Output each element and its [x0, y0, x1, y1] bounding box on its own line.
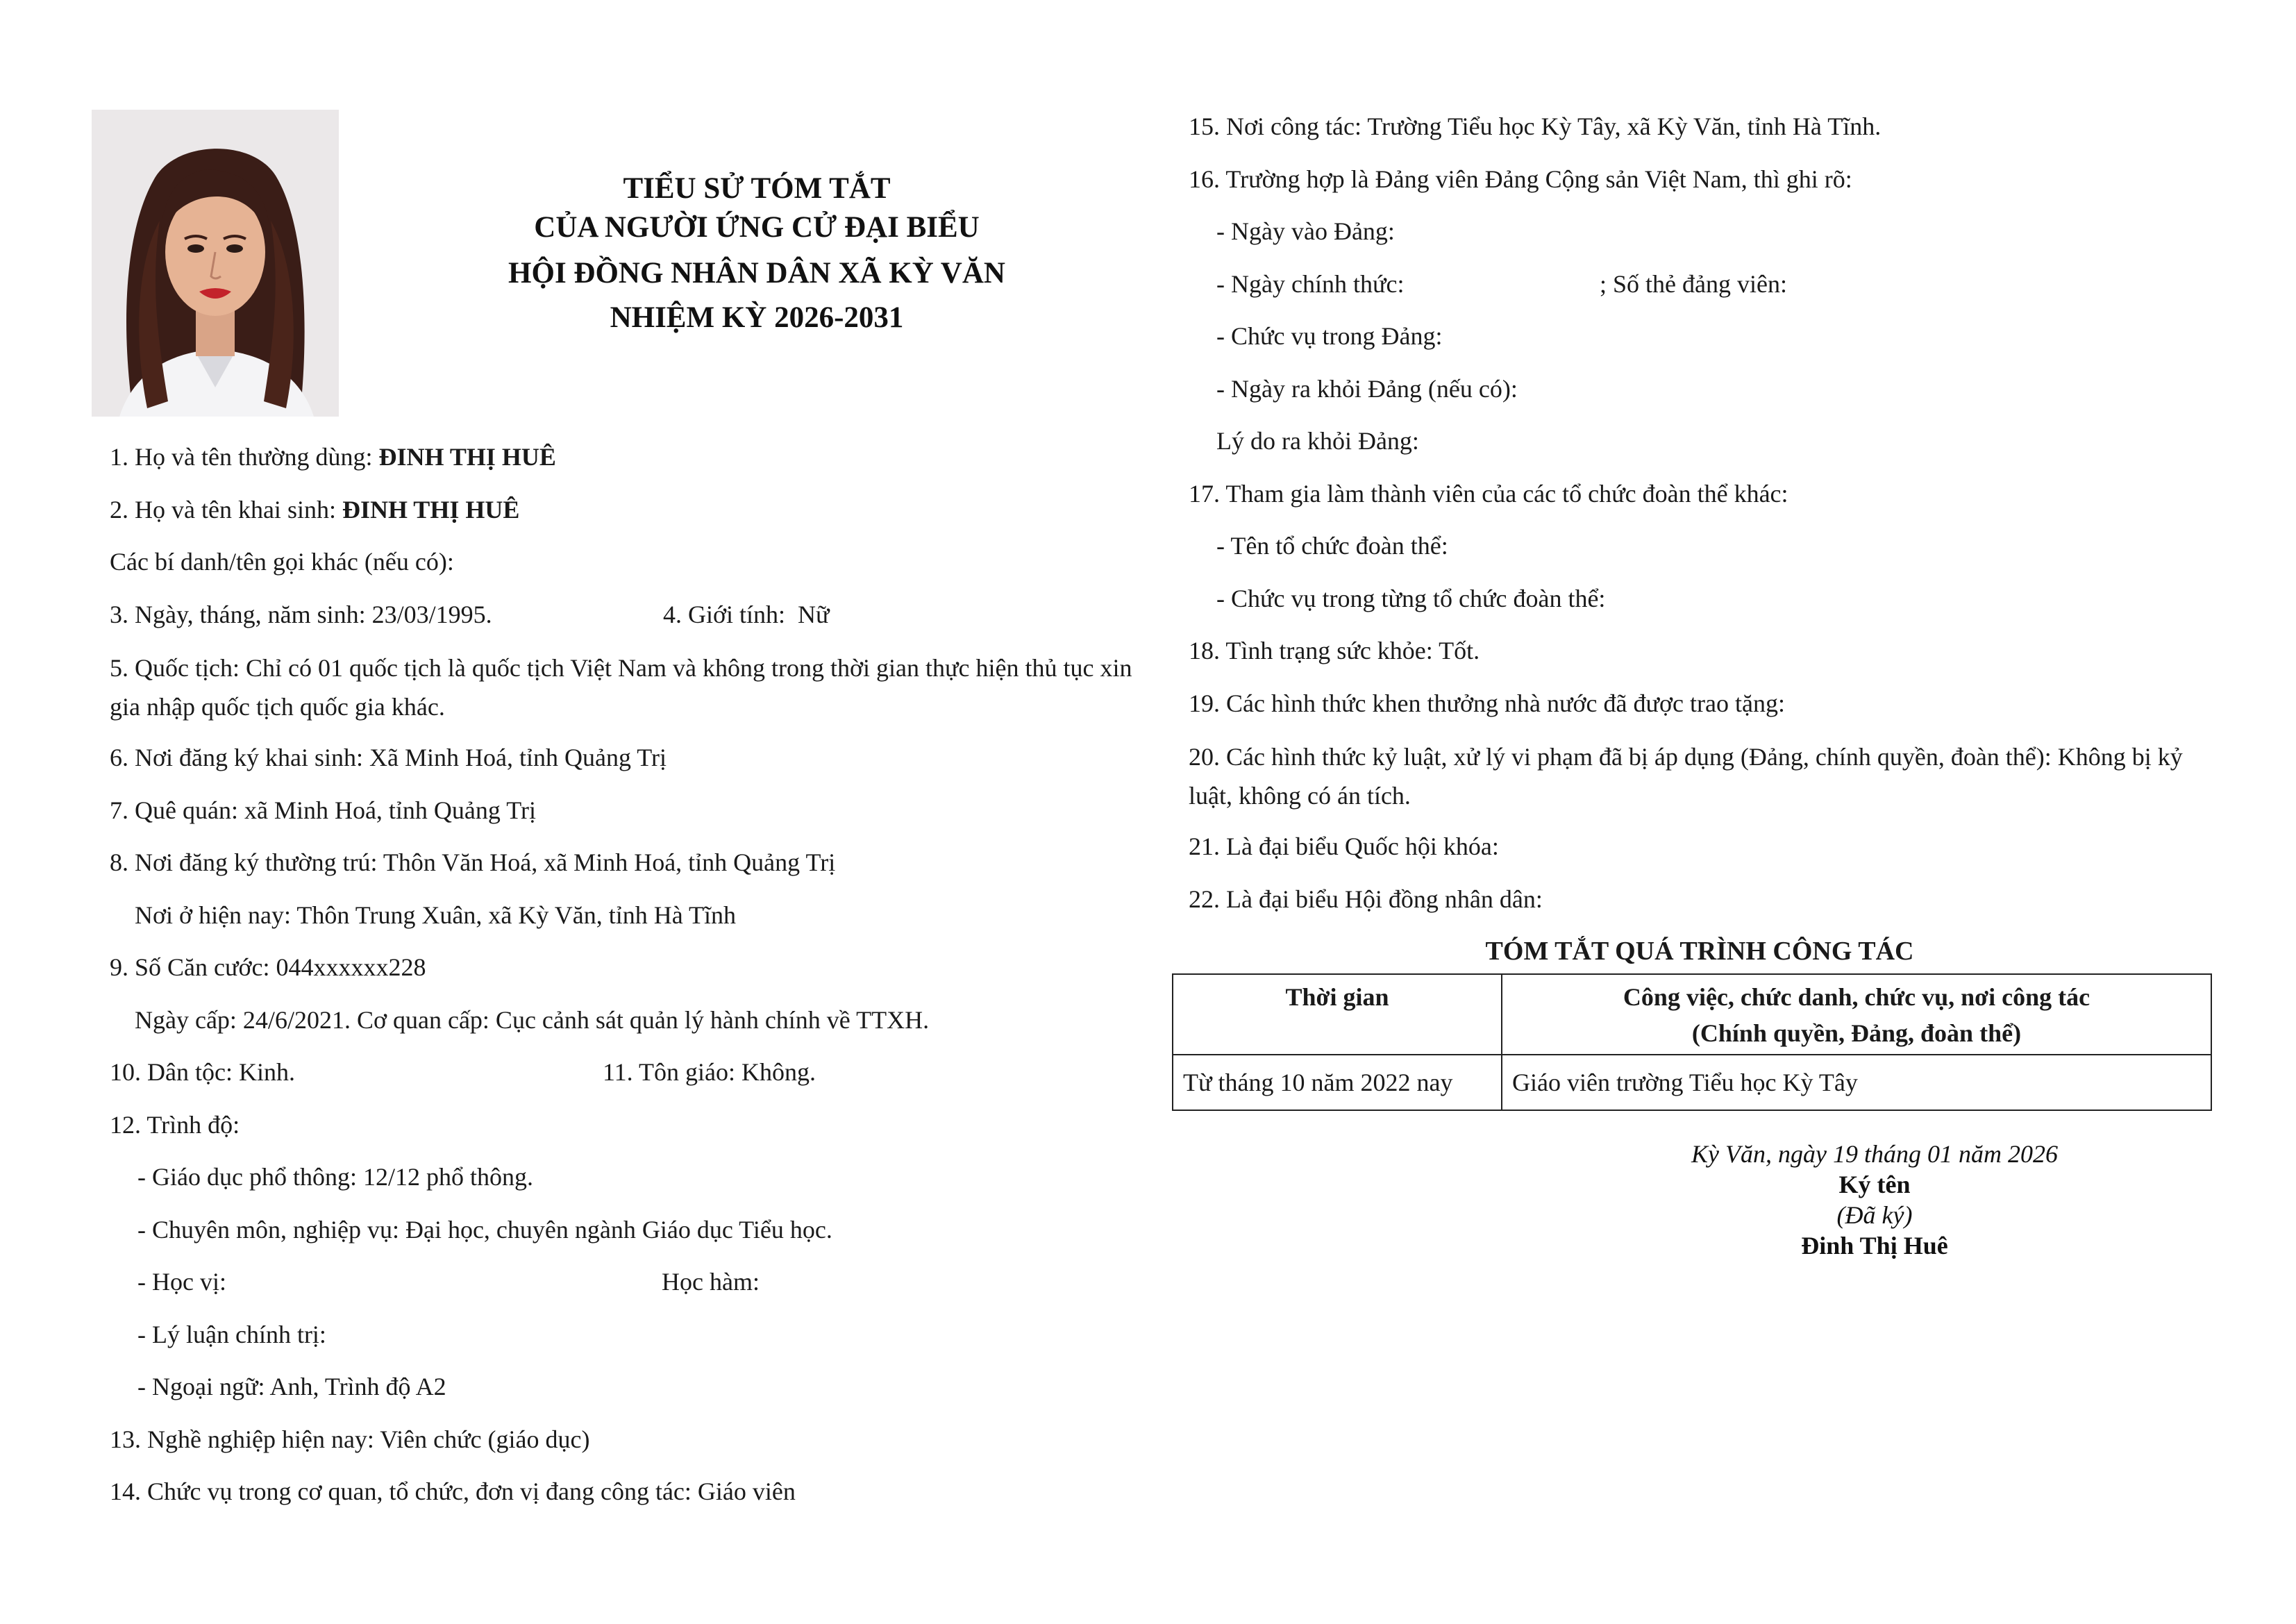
work-history-title: TÓM TẮT QUÁ TRÌNH CÔNG TÁC — [1485, 937, 1914, 966]
gender-field — [663, 596, 830, 633]
table-row — [1173, 1055, 2211, 1110]
signature-block — [1632, 1139, 2118, 1261]
national-assembly-line: 21. Là đại biểu Quốc hội khóa: — [1189, 832, 1499, 860]
title-line-4: NHIỆM KỲ 2026-2031 — [610, 301, 904, 334]
organization-role-line: - Chức vụ trong từng tổ chức đoàn thể: — [1216, 584, 1606, 612]
work-column-header-line-2: (Chính quyền, Đảng, đoàn thể) — [1691, 1019, 2022, 1047]
party-card-field: ; Số thẻ đảng viên: — [1600, 269, 1787, 298]
common-name-label: 1. Họ và tên thường dùng: — [110, 443, 379, 471]
aliases-line: Các bí danh/tên gọi khác (nếu có): — [110, 548, 454, 576]
signed-note: (Đã ký) — [1836, 1201, 1913, 1229]
birth-registration-line: 6. Nơi đăng ký khai sinh: Xã Minh Hoá, tỉnh Quảng Trị — [110, 744, 667, 771]
birth-name-value: ĐINH THỊ HUÊ — [342, 495, 520, 524]
health-line: 18. Tình trạng sức khỏe: Tốt. — [1189, 637, 1480, 664]
birth-name-line — [110, 492, 1137, 544]
party-leave-reason-line: Lý do ra khỏi Đảng: — [1216, 427, 1419, 455]
discipline-line: 20. Các hình thức kỷ luật, xử lý vi phạm đã bị áp dụng (Đảng, chính quyền, đoàn thể): Không bị kỷ luật, không có án tích. — [1189, 743, 2183, 810]
foreign-language-line: - Ngoại ngữ: Anh, Trình độ A2 — [137, 1373, 446, 1400]
title-line-2: CỦA NGƯỜI ỨNG CỬ ĐẠI BIỂU — [534, 211, 980, 244]
organizations-heading: 17. Tham gia làm thành viên của các tổ chức đoàn thể khác: — [1189, 479, 1788, 508]
party-official-field: - Ngày chính thức: — [1216, 269, 1405, 298]
time-cell: Từ tháng 10 năm 2022 nay — [1173, 1055, 1502, 1110]
general-education-line: - Giáo dục phổ thông: 12/12 phổ thông. — [137, 1163, 533, 1191]
ethnic-field: 10. Dân tộc: Kinh. — [110, 1058, 295, 1086]
current-residence-line: Nơi ở hiện nay: Thôn Trung Xuân, xã Kỳ Văn, tỉnh Hà Tĩnh — [135, 901, 737, 929]
document-title — [417, 169, 1097, 337]
left-column — [110, 439, 1137, 1526]
religion-field: 11. Tôn giáo: Không. — [603, 1058, 816, 1086]
place-date: Kỳ Văn, ngày 19 tháng 01 năm 2026 — [1691, 1140, 2058, 1168]
education-heading: 12. Trình độ: — [110, 1110, 240, 1139]
ethnic-religion-line — [110, 1054, 1137, 1107]
permanent-residence-line: 8. Nơi đăng ký thường trú: Thôn Văn Hoá, xã Minh Hoá, tỉnh Quảng Trị — [110, 848, 836, 876]
political-theory-line: - Lý luận chính trị: — [137, 1320, 326, 1348]
work-column-header — [1502, 974, 2211, 1055]
signer-name: Đinh Thị Huê — [1801, 1232, 1948, 1259]
professional-education-line: - Chuyên môn, nghiệp vụ: Đại học, chuyên ngành Giáo dục Tiểu học. — [137, 1215, 832, 1244]
position-line: 14. Chức vụ trong cơ quan, tổ chức, đơn vị đang công tác: Giáo viên — [110, 1477, 796, 1505]
portrait-photo — [92, 110, 339, 417]
organization-name-line: - Tên tổ chức đoàn thể: — [1216, 532, 1448, 560]
party-heading: 16. Trường hợp là Đảng viên Đảng Cộng sản Việt Nam, thì ghi rõ: — [1189, 165, 1852, 193]
hometown-line: 7. Quê quán: xã Minh Hoá, tỉnh Quảng Trị — [110, 796, 536, 824]
common-name-value: ĐINH THỊ HUÊ — [378, 443, 556, 471]
rank-field: Học hàm: — [662, 1268, 760, 1296]
party-official-line — [1189, 266, 2209, 319]
occupation-line: 13. Nghề nghiệp hiện nay: Viên chức (giáo dục) — [110, 1425, 590, 1453]
awards-line: 19. Các hình thức khen thưởng nhà nước đã được trao tặng: — [1189, 689, 1785, 717]
work-cell: Giáo viên trường Tiểu học Kỳ Tây — [1502, 1055, 2211, 1110]
work-history-header-row — [1173, 974, 2211, 1055]
degree-rank-line — [110, 1264, 1137, 1316]
common-name-line — [110, 439, 1137, 492]
birth-name-label: 2. Họ và tên khai sinh: — [110, 495, 342, 524]
workplace-line: 15. Nơi công tác: Trường Tiểu học Kỳ Tây, xã Kỳ Văn, tỉnh Hà Tĩnh. — [1189, 112, 1882, 140]
council-delegate-line: 22. Là đại biểu Hội đồng nhân dân: — [1189, 885, 1543, 913]
birth-gender-line — [110, 596, 1137, 649]
sign-label: Ký tên — [1838, 1171, 1911, 1198]
degree-field: - Học vị: — [137, 1268, 226, 1296]
work-history-table — [1172, 973, 2212, 1111]
work-column-header-line-1: Công việc, chức danh, chức vụ, nơi công tác — [1623, 983, 2090, 1011]
id-number-line: 9. Số Căn cước: 044xxxxxx228 — [110, 953, 426, 981]
party-leave-line: - Ngày ra khỏi Đảng (nếu có): — [1216, 374, 1518, 403]
time-column-header: Thời gian — [1173, 974, 1502, 1055]
id-issue-line: Ngày cấp: 24/6/2021. Cơ quan cấp: Cục cảnh sát quản lý hành chính về TTXH. — [135, 1005, 930, 1034]
party-role-line: - Chức vụ trong Đảng: — [1216, 322, 1443, 350]
party-join-line: - Ngày vào Đảng: — [1216, 217, 1395, 245]
nationality-line: 5. Quốc tịch: Chỉ có 01 quốc tịch là quốc tịch Việt Nam và không trong thời gian thực hiện thủ tục xin gia nhập quốc tịch quốc gia khác. — [110, 654, 1132, 721]
title-line-3: HỘI ĐỒNG NHÂN DÂN XÃ KỲ VĂN — [508, 257, 1005, 290]
birth-date: 3. Ngày, tháng, năm sinh: 23/03/1995. — [110, 600, 492, 628]
portrait-image — [92, 110, 339, 417]
gender-label: 4. Giới tính: — [663, 600, 786, 628]
title-line-1: TIỂU SỬ TÓM TẮT — [623, 172, 891, 205]
gender-value: Nữ — [798, 600, 830, 628]
right-column — [1183, 108, 2209, 1111]
